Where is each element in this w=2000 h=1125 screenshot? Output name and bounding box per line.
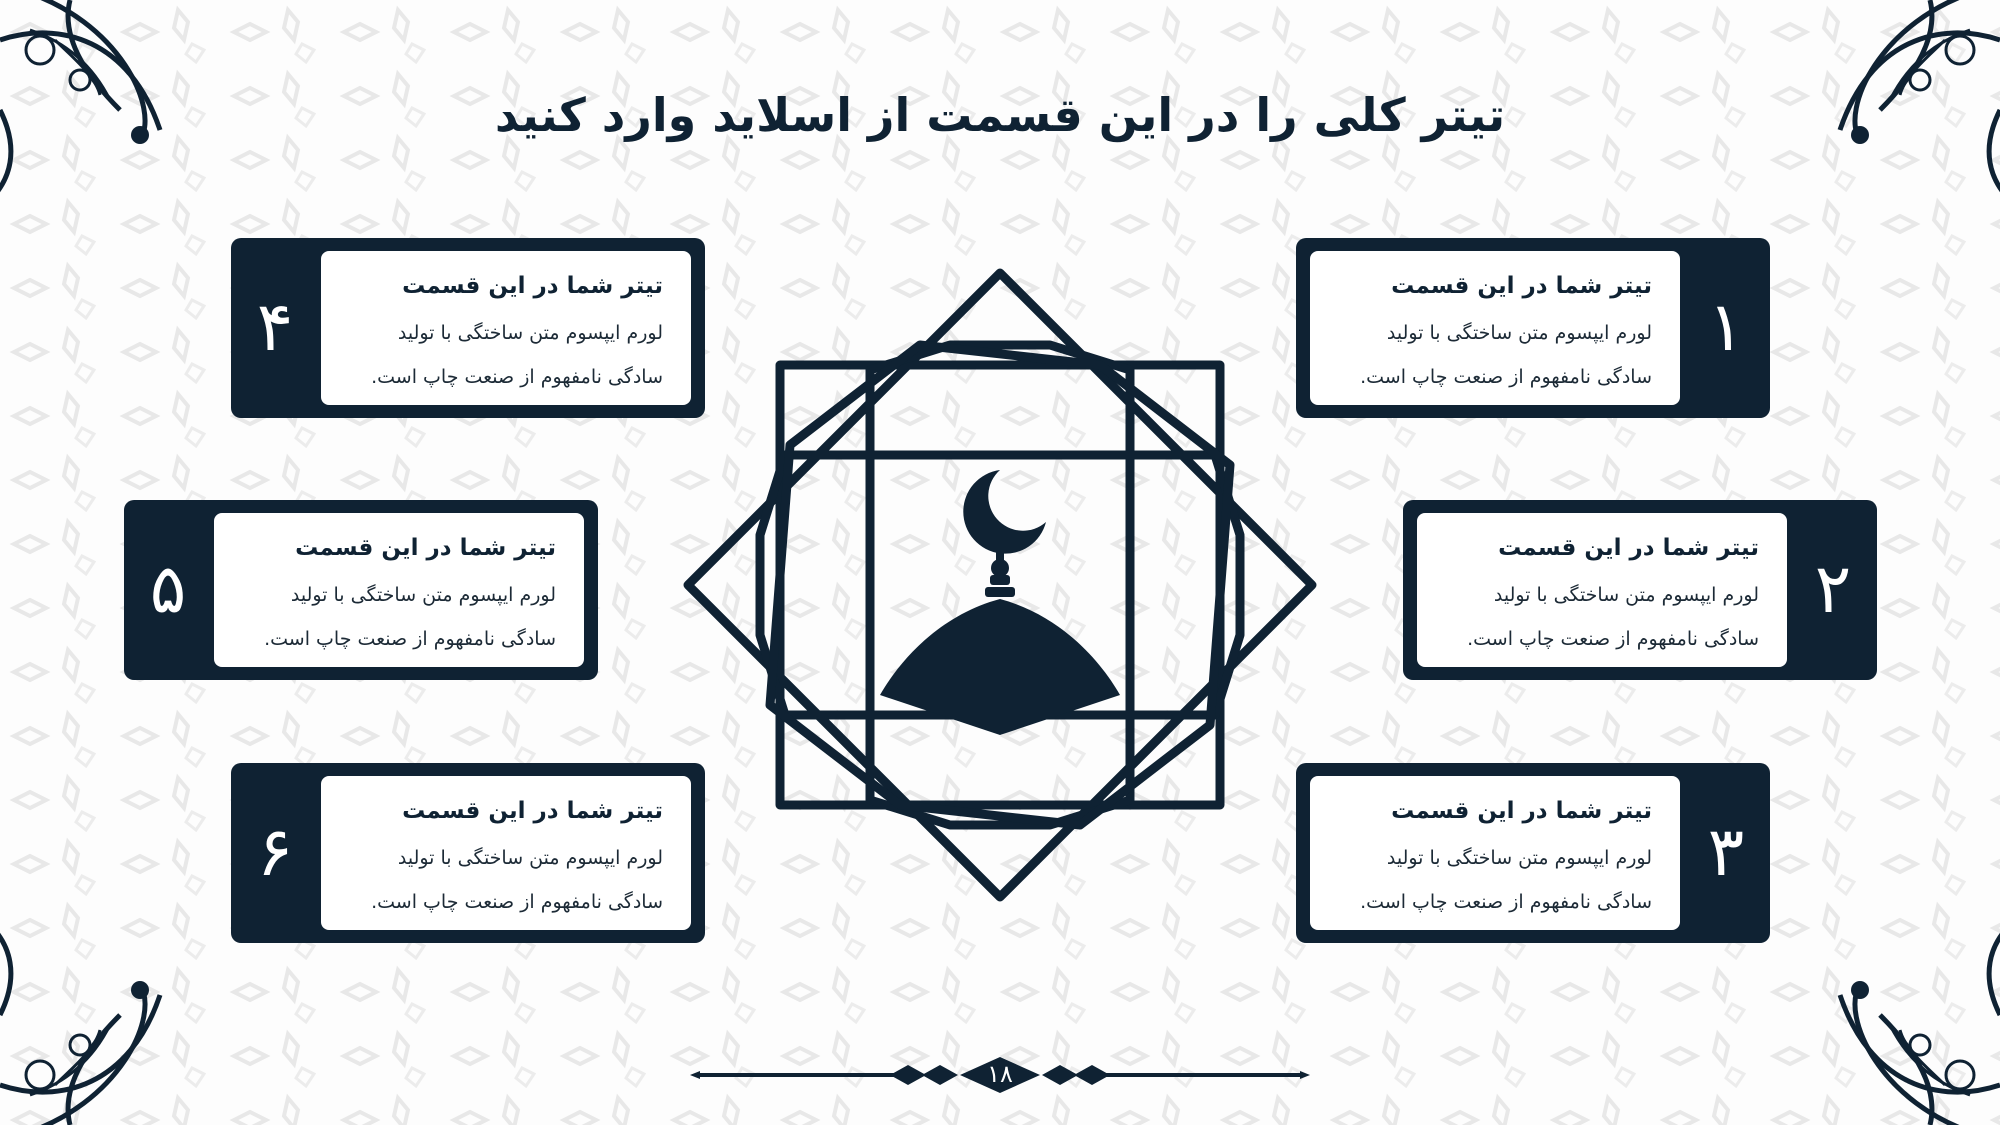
card-title: تیتر شما در این قسمت [1391, 273, 1652, 299]
card-text-box [321, 251, 691, 405]
slide-title: تیتر کلی را در این قسمت از اسلاید وارد کنید [494, 88, 1506, 142]
card-description: لورم ایپسوم متن ساختگی با تولید سادگی نامفهوم از صنعت چاپ است. [371, 322, 663, 388]
corner-ornament-top-left [0, 0, 200, 200]
feature-card-5 [124, 500, 598, 680]
card-description: لورم ایپسوم متن ساختگی با تولید سادگی نامفهوم از صنعت چاپ است. [371, 847, 663, 913]
feature-card-1 [1296, 238, 1770, 418]
card-title: تیتر شما در این قسمت [402, 798, 663, 824]
card-text-box [214, 513, 584, 667]
feature-card-2 [1403, 500, 1877, 680]
card-title: تیتر شما در این قسمت [1498, 535, 1759, 561]
card-description: لورم ایپسوم متن ساختگی با تولید سادگی نامفهوم از صنعت چاپ است. [1360, 847, 1652, 913]
islamic-star-frame-icon [680, 265, 1320, 905]
feature-card-6 [231, 763, 705, 943]
corner-ornament-bottom-left [0, 925, 200, 1125]
card-number: ۴ [256, 288, 294, 367]
card-description: لورم ایپسوم متن ساختگی با تولید سادگی نامفهوم از صنعت چاپ است. [1360, 322, 1652, 388]
card-number: ۶ [256, 813, 294, 892]
card-number: ۱ [1707, 288, 1745, 367]
card-text-box [1417, 513, 1787, 667]
card-title: تیتر شما در این قسمت [402, 273, 663, 299]
card-number: ۳ [1707, 813, 1745, 892]
card-description: لورم ایپسوم متن ساختگی با تولید سادگی نامفهوم از صنعت چاپ است. [264, 584, 556, 650]
card-text-box [321, 776, 691, 930]
corner-ornament-bottom-right [1800, 925, 2000, 1125]
mosque-dome-crescent-icon [880, 470, 1120, 735]
card-text-box [1310, 776, 1680, 930]
card-title: تیتر شما در این قسمت [295, 535, 556, 561]
card-number: ۵ [149, 550, 187, 629]
corner-ornament-top-right [1800, 0, 2000, 200]
page-number: ۱۸ [987, 1060, 1013, 1088]
card-number: ۲ [1814, 550, 1852, 629]
card-description: لورم ایپسوم متن ساختگی با تولید سادگی نامفهوم از صنعت چاپ است. [1467, 584, 1759, 650]
card-title: تیتر شما در این قسمت [1391, 798, 1652, 824]
feature-card-4 [231, 238, 705, 418]
card-text-box [1310, 251, 1680, 405]
feature-card-3 [1296, 763, 1770, 943]
